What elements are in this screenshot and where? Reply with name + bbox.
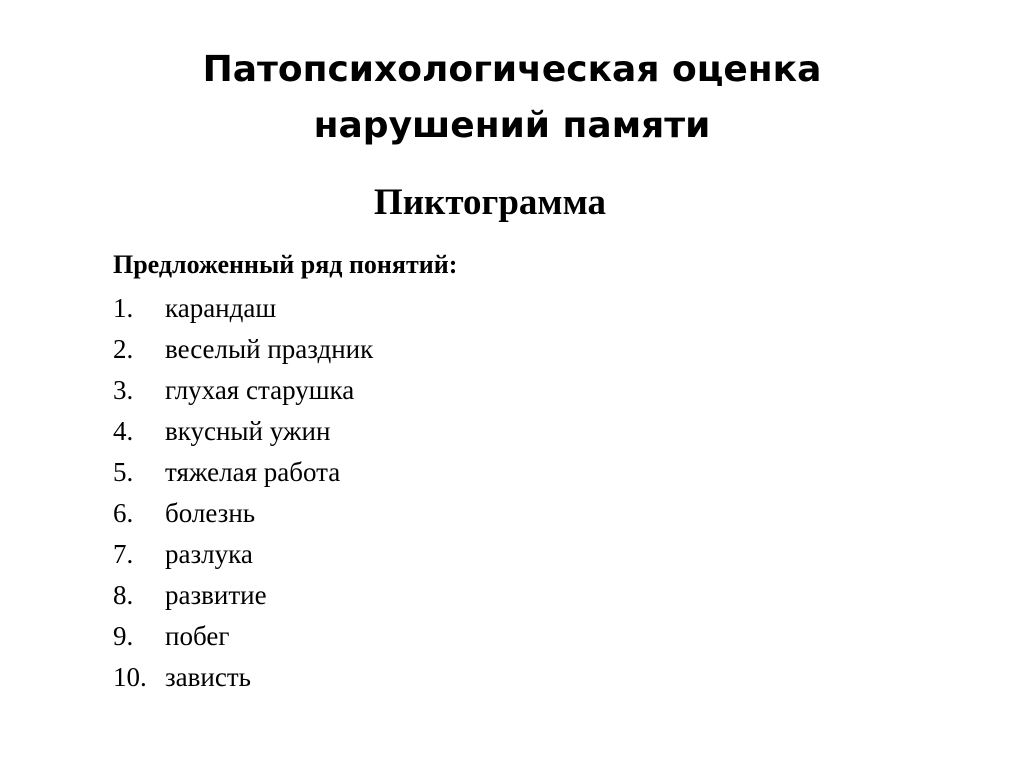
list-item-number: 7. — [113, 539, 134, 569]
slide-title-line-1: Патопсихологическая оценка — [202, 49, 822, 90]
list-item-number: 6. — [113, 498, 134, 528]
list-item — [113, 288, 373, 329]
list-item-text: зависть — [165, 662, 251, 692]
list-item-text: тяжелая работа — [165, 457, 341, 487]
slide-subtitle: Пиктограмма — [373, 182, 607, 223]
list-item-number: 9. — [113, 621, 134, 651]
list-item-text: болезнь — [165, 498, 256, 528]
slide-title-line-2: нарушений памяти — [313, 105, 711, 146]
list-item-number: 1. — [113, 293, 134, 323]
list-item-number: 8. — [113, 580, 134, 610]
list-intro: Предложенный ряд понятий: — [113, 250, 458, 279]
list-item — [113, 370, 373, 411]
list-item — [113, 411, 373, 452]
list-item-text: побег — [165, 621, 230, 651]
list-item — [113, 575, 373, 616]
list-item — [113, 616, 373, 657]
list-item — [113, 534, 373, 575]
list-item — [113, 493, 373, 534]
list-item-text: развитие — [165, 580, 267, 610]
list-item-number: 10. — [113, 662, 147, 692]
list-item — [113, 329, 373, 370]
slide-title — [0, 42, 1024, 154]
list-item-number: 4. — [113, 416, 134, 446]
list-item-number: 2. — [113, 334, 134, 364]
list-item-text: карандаш — [165, 293, 277, 323]
list-item — [113, 452, 373, 493]
list-item — [113, 657, 373, 698]
list-item-text: вкусный ужин — [165, 416, 331, 446]
list-item-text: глухая старушка — [165, 375, 355, 405]
concept-list — [113, 288, 373, 698]
list-item-text: разлука — [165, 539, 253, 569]
list-item-number: 5. — [113, 457, 134, 487]
list-item-text: веселый праздник — [165, 334, 374, 364]
list-item-number: 3. — [113, 375, 134, 405]
